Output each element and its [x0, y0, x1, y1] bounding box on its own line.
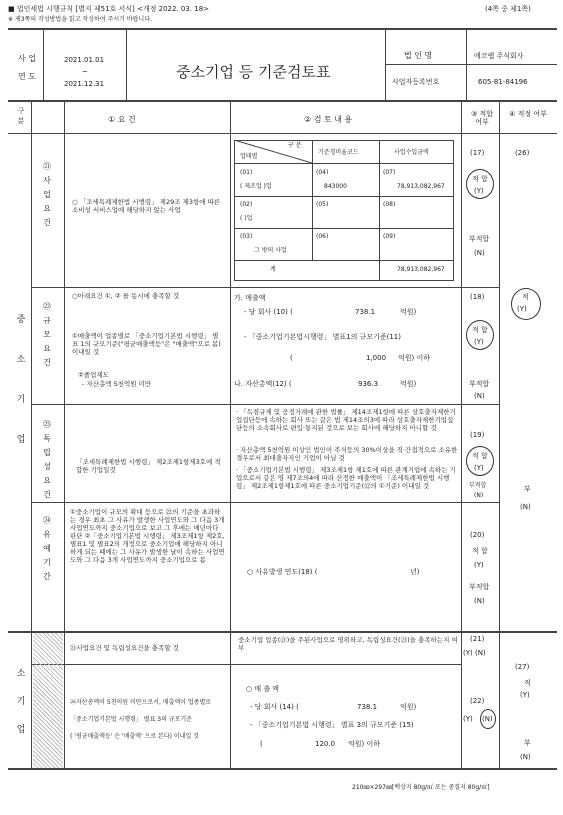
status-mark: 적 [522, 293, 529, 301]
fit-number: (17) [470, 149, 485, 157]
grace-side-label: ㉔ 유 예 기 간 [43, 516, 51, 581]
total-amount: 78,913,082,967 [397, 266, 445, 273]
period-label: 연 도 [18, 72, 36, 81]
review-company-sales: - 당 회사 (10) ( [244, 308, 293, 316]
divider [126, 29, 127, 101]
page-title: 중소기업 등 기준검토표 [176, 63, 331, 81]
biz-no-label: 사업자등록번호 [392, 78, 440, 86]
paper-spec: 210㎜×297㎜[백상지 80g/㎡ 또는 중질지 80g/㎡] [352, 784, 490, 791]
fit-unfit: 부적합 [469, 235, 490, 243]
divider [234, 228, 454, 229]
size-req-assets: - 자산총액 5천억원 미만 [82, 380, 152, 388]
cell-code: 843000 [324, 183, 347, 190]
fit-number: (20) [470, 531, 485, 539]
divider [230, 101, 231, 769]
review-paren: ( [290, 354, 293, 362]
review-unit: 억원) [400, 308, 417, 316]
section-divider [8, 631, 557, 633]
status-mark: 적 [524, 679, 531, 687]
row-divider [32, 502, 499, 503]
small-review-standard-value: 120.0 [315, 740, 336, 748]
fit-yes: 적 합 [472, 175, 488, 183]
period-dash: ~ [82, 68, 88, 76]
divider [234, 260, 454, 261]
status-mark: 부 [524, 485, 531, 493]
fit-number: (21) [470, 635, 485, 643]
fit-unfit: 부적합 [469, 380, 490, 388]
fit-unfit-code: (N) [474, 249, 485, 257]
col-code-header: 기준경비율코드 [318, 149, 359, 156]
review-size-standard: - 「중소기업기본법시행령」 별표1의 규모기준(11) [244, 333, 401, 341]
small-req-b-line1: ㉖자산총액이 5천억원 미만으로서, 매출액이 업종별로 [70, 699, 212, 706]
cell-number: (06) [316, 233, 329, 240]
fit-unfit-code: (N) [474, 392, 485, 400]
divider [234, 196, 454, 197]
business-requirement: ○ 「조세특례제한법 시행령」 제29조 제3항에 따른 소비성 서비스업에 해당하지 않는 사업 [72, 198, 221, 214]
review-unit: 억원) [400, 703, 417, 711]
hatched-area [33, 633, 63, 768]
small-section-label: 소 기 업 [16, 669, 26, 735]
divider [64, 101, 65, 769]
size-side-label: ㉒ 규 모 요 건 [43, 302, 51, 367]
review-assets: 나. 자산총액(12) ( [234, 380, 292, 388]
divider [31, 101, 32, 769]
fit-yes-code: (Y) [474, 561, 484, 569]
cell-number: (05) [316, 201, 329, 208]
cell-business-name: 그 밖의 사업 [254, 247, 287, 254]
grace-review: ○ 사유발생 연도(18) ( [247, 568, 318, 576]
fit-yes-code: (Y) [474, 187, 484, 195]
column-fit-status: ④ 적정 여부 [509, 110, 547, 118]
divider [461, 101, 462, 769]
fit-unfit-code: (N) [474, 597, 485, 605]
divider [386, 64, 557, 65]
fit-yes: 적 합 [472, 452, 488, 460]
divider [379, 140, 380, 281]
cell-business-name: ( 제조업 )업 [240, 183, 272, 190]
cell-business-name: ( )업 [240, 215, 253, 222]
size-req-intro: ○아래요건 ①, ② 를 동시에 충족할 것 [72, 292, 180, 300]
cell-number: (01) [240, 169, 253, 176]
row-divider [32, 404, 499, 405]
cell-amount: 78,913,082,967 [397, 183, 445, 190]
fit-number: (19) [470, 431, 485, 439]
form-reference: ■ 법인세법 시행규칙 [별지 제51호 서식] <개정 2022. 03. 18> [8, 5, 210, 13]
fit-yn: (Y) (N) [463, 649, 486, 657]
fit-number: (18) [470, 293, 485, 301]
corp-name-value: 에코랩 주식회사 [474, 52, 524, 60]
review-unit: 억원) 이하 [348, 740, 381, 748]
grace-review-unit: 년) [410, 568, 420, 576]
business-side-label: ㉑ 사 업 요 건 [43, 162, 51, 227]
fit-unfit: 부적합 [469, 583, 490, 591]
small-review-standard: - 「중소기업기본법 시행령」 별표 3의 규모기준 (15) [250, 721, 414, 729]
divider [43, 29, 44, 101]
small-req-b-line3: ( '평균매출액등' 은 '매출액' 으로 본다) 이내일 것 [70, 733, 199, 740]
status-code: (N) [520, 753, 531, 761]
title-top-border [8, 28, 557, 30]
status-code: (Y) [520, 691, 530, 699]
column-fit: ③ 적합 여부 [470, 110, 494, 126]
status-number: (26) [515, 149, 530, 157]
small-review-company-sales-value: 738.1 [357, 703, 378, 711]
status-code: (N) [520, 503, 531, 511]
small-req-b-line2: 「중소기업기본법 시행령」 별표 3의 규모기준 [70, 716, 192, 723]
column-review: ② 검 토 내 용 [304, 115, 353, 124]
divider [234, 163, 454, 164]
cell-number: (02) [240, 201, 253, 208]
cell-number: (09) [383, 233, 396, 240]
cell-number: (03) [240, 233, 253, 240]
indep-review-2: · 자산총액 5천억원 이상인 법인이 주식등의 30%이상을 직·간접적으로 소유한 경우로서 최대출자자인 기업이 아닐 것 [236, 446, 458, 462]
column-requirement: ① 요 건 [108, 115, 136, 124]
status-mark: 부 [524, 739, 531, 747]
header-row-border [8, 133, 557, 134]
grace-requirement: ①중소기업이 규모의 확대 등으로 ㉒의 기준을 초과하는 경우 최초 그 사유가 발생한 사업연도와 그 다음 3개사업연도까지 중소기업으로 보고 그 후에는 매년마다 판단 ②「중소기업기본법 시행령」 제3조제1항 제2호, 별표1 및 별표2의 개정으로 중소기업에 해당하지 아니하게 되는 때에는 그 사유가 발생한 날이 속하는 사업연도와 그 다음 3개 사업연도까지 중소기업으로 봄 [70, 508, 225, 564]
review-assets-value: 936.3 [358, 380, 379, 388]
review-unit: 억원) 이하 [398, 354, 431, 362]
cell-number: (07) [383, 169, 396, 176]
review-unit: 억원) [400, 380, 417, 388]
fit-unfit-code: (N) [482, 715, 493, 723]
size-req-sales: ①매출액이 업종별로 「중소기업기본법 시행령」 별표 1의 규모기준("평균매출액등"은 "매출액"으로 봄) 이내일 것 [72, 332, 221, 356]
subtable-header-right: 구 분 [288, 142, 302, 149]
small-req-a: ㉑사업요건 및 독립성요건을 충족할 것 [70, 644, 179, 652]
review-sales-heading: 가. 매출액 [234, 294, 266, 302]
table-bottom-border [8, 768, 557, 770]
fit-yes-code: (Y) [474, 464, 484, 472]
small-review-a: 중소기업 업종(㉑)을 주된사업으로 영위하고, 독립성요건(㉓)을 충족하는지 여부 [238, 636, 458, 652]
divider [385, 29, 386, 101]
fit-yes-code: (Y) [474, 338, 484, 346]
indep-review-1: · 「독점규제 및 공정거래에 관한 법률」 제14조제1항에 따른 상호출자제한기업집단등에 속하는 회사 또는 같은 법 제14조의3에 따라 상호출자제한기업집단등의 소속회사로 편입·통지된 것으로 보는 회사에 해당하지 아니할 것 [236, 408, 456, 432]
divider [499, 101, 500, 769]
fit-unfit-code: (N) [474, 492, 484, 499]
fit-number: (22) [470, 697, 485, 705]
small-review-company-sales: - 당 회사 (14) ( [250, 703, 299, 711]
instruction-note: ※ 제3쪽의 작성방법을 읽고 작성하여 주시기 바랍니다. [8, 16, 152, 23]
row-divider [32, 664, 461, 665]
cell-number: (04) [316, 169, 329, 176]
col-amount-header: 사업수입금액 [394, 149, 429, 156]
total-label: 계 [270, 266, 276, 273]
indep-side-label: ㉓ 독 립 성 요 건 [43, 420, 51, 499]
subtable-header-left: 업태별 [240, 153, 258, 160]
fit-unfit: 부적합 [469, 482, 487, 489]
size-req-graduation: ②졸업제도 [78, 371, 109, 379]
status-code: (Y) [517, 305, 527, 313]
row-divider [32, 287, 499, 288]
divider [312, 140, 313, 260]
sme-section-label: 중 소 기 업 [16, 315, 26, 445]
cell-number: (08) [383, 201, 396, 208]
column-category: 구 분 [17, 107, 25, 125]
period-end: 2021.12.31 [64, 80, 105, 88]
divider [466, 29, 467, 101]
corp-name-label: 법 인 명 [404, 51, 433, 60]
status-number: (27) [515, 663, 530, 671]
fit-yes-code: (Y) [463, 715, 473, 723]
biz-no-value: 605-81-84196 [478, 78, 528, 86]
review-paren: ( [260, 740, 263, 748]
fit-yes: 적 합 [472, 547, 488, 555]
title-bottom-border [8, 100, 557, 102]
review-company-sales-value: 738.1 [355, 308, 376, 316]
review-standard-value: 1,000 [366, 354, 387, 362]
page-count: (4쪽 중 제1쪽) [485, 5, 531, 13]
indep-requirement: 「조세특례제한법 시행령」 제2조제1항제3호에 적합한 기업일것 [76, 458, 221, 474]
small-review-heading: ○ 매 출 액 [246, 685, 280, 693]
indep-review-3: · 「중소기업기본법 시행령」 제3조제1항 제1호에 따른 관계기업에 속하는 기업으로서 같은 영 제7조의4에 따라 산정한 매출액이 「조세특례제한법 시행령」 제2조제1항제1호에 따른 중소기업기준(㉒의 ①기준) 이내일 것 [236, 466, 456, 490]
fit-yes: 적 합 [472, 326, 488, 334]
period-label: 사 업 [18, 54, 36, 63]
period-start: 2021.01.01 [64, 56, 105, 64]
